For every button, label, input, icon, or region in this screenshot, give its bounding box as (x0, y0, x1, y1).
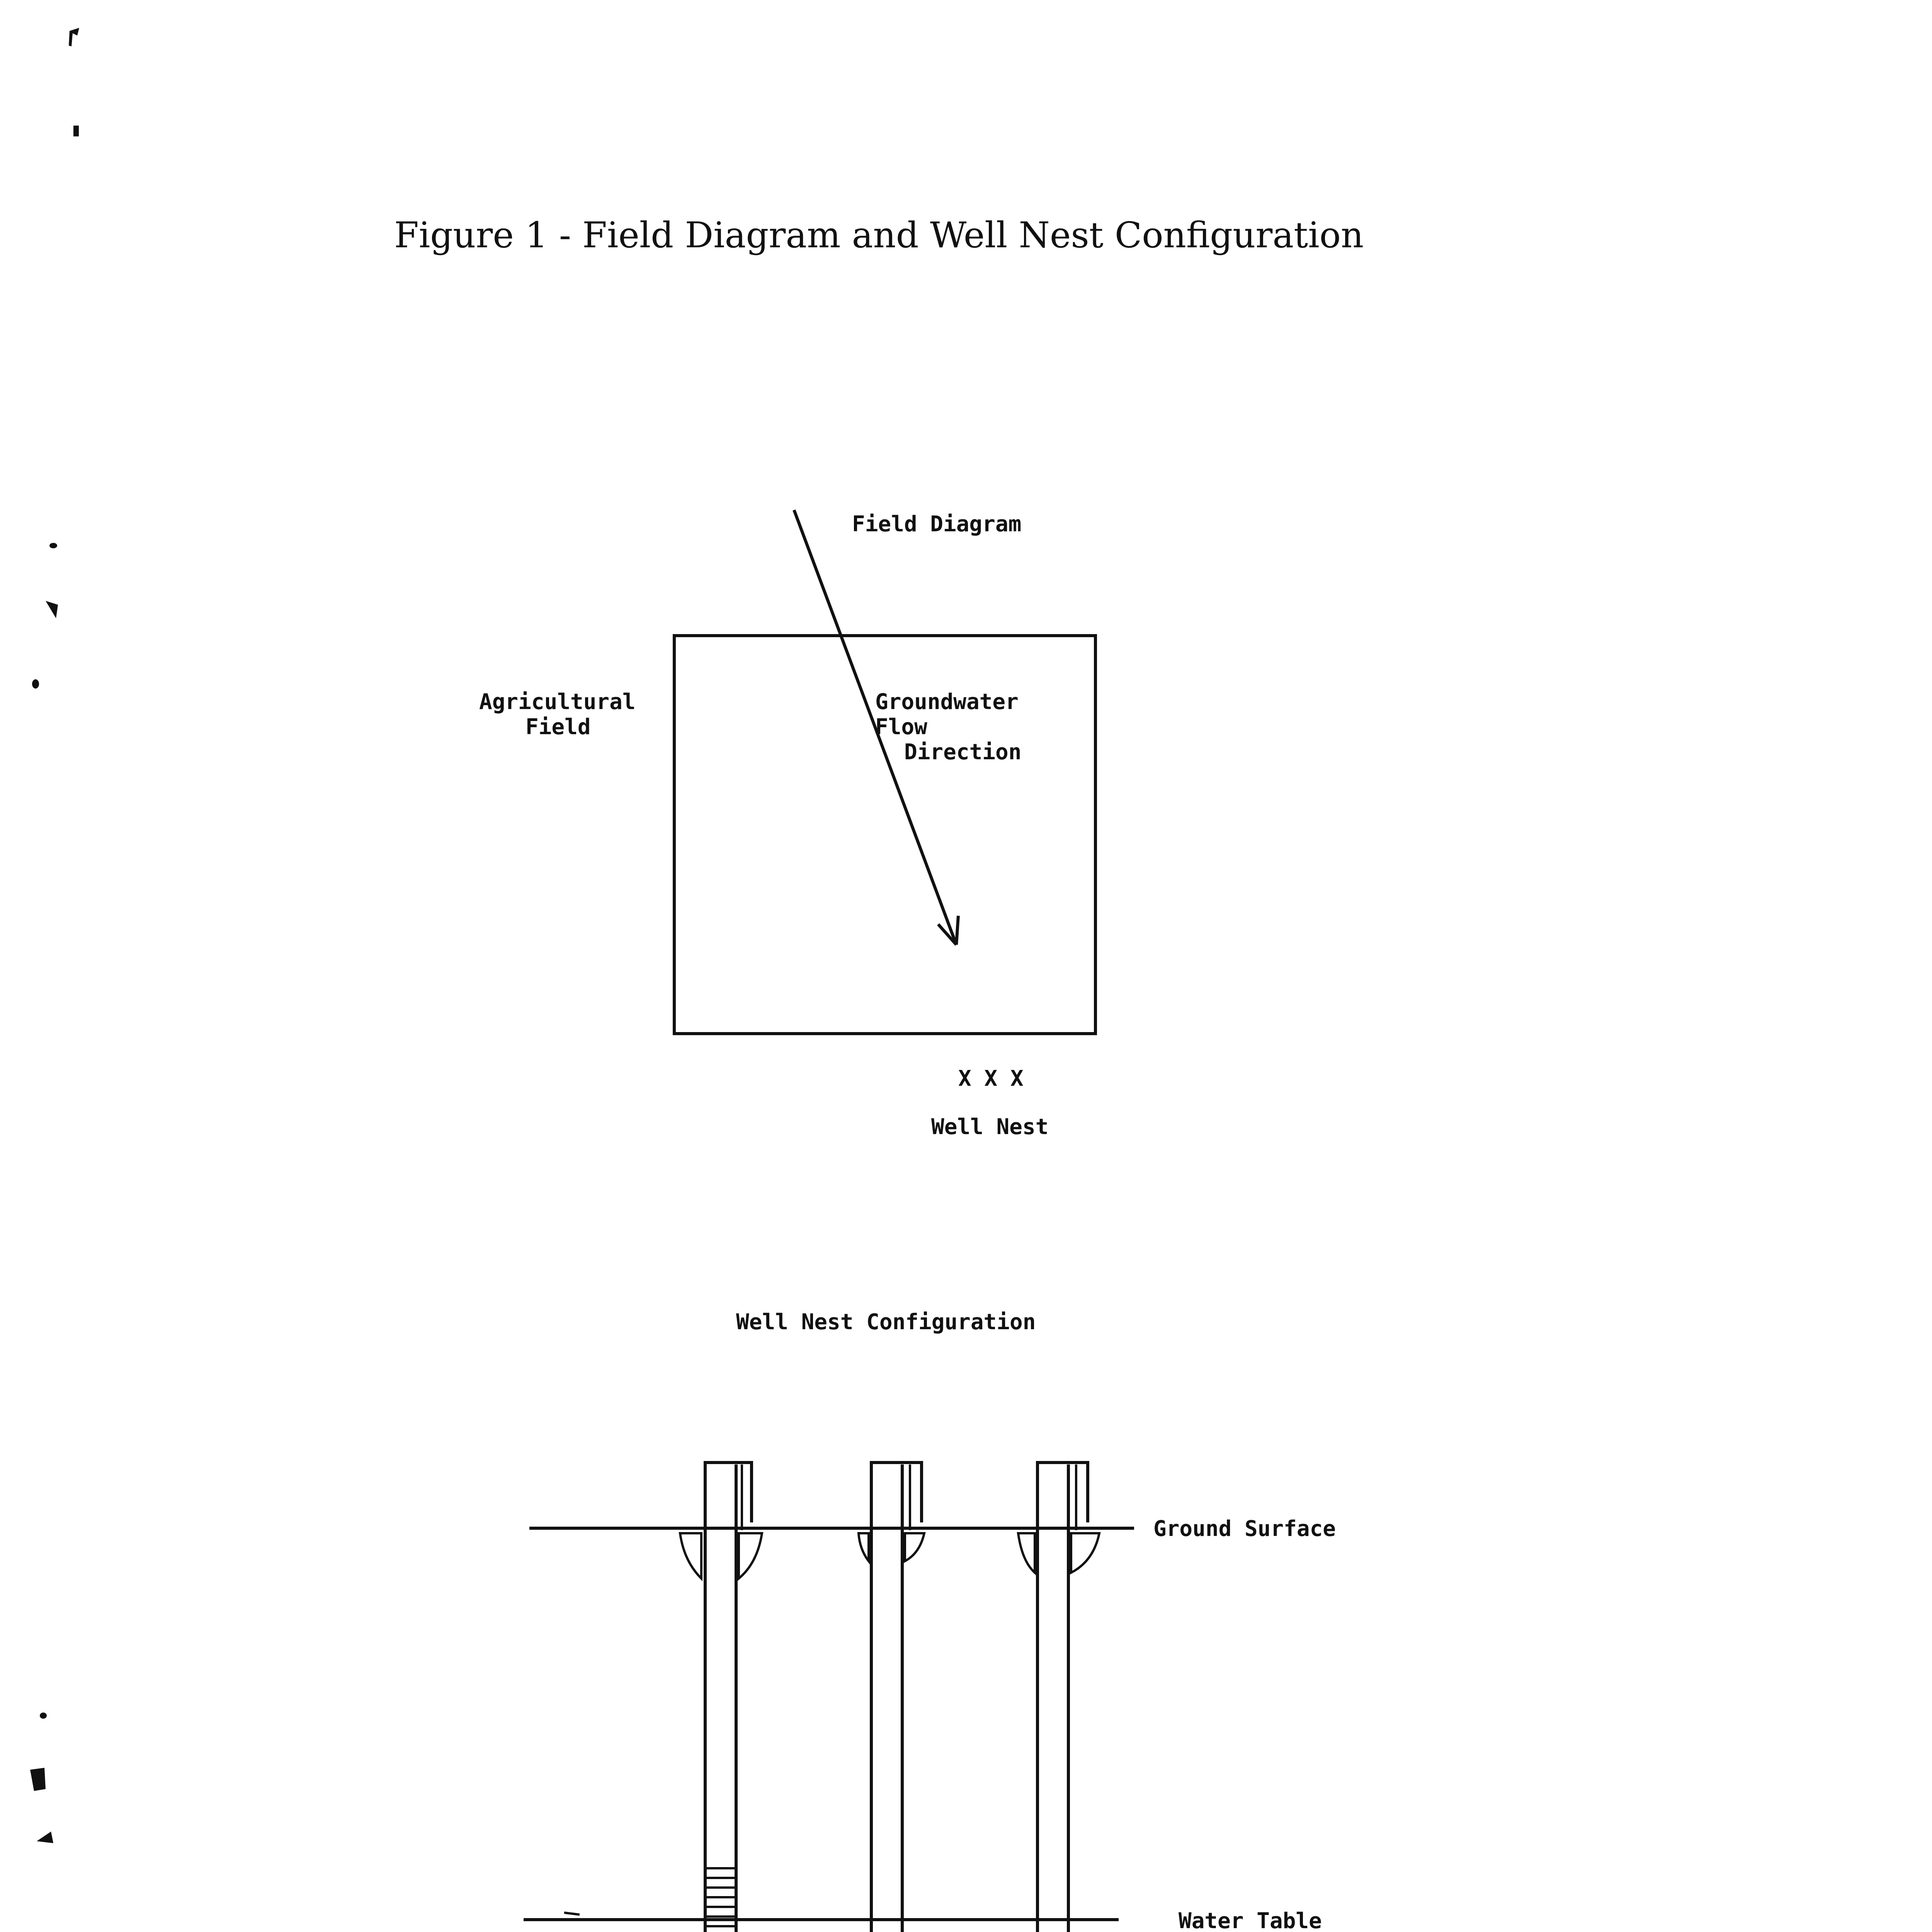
grout-seal-left (859, 1533, 869, 1561)
water-table-symbol (564, 1913, 580, 1915)
field-label-line1: Agricultural (479, 689, 636, 714)
flow-label-line3: Direction (904, 740, 1022, 765)
field-label-line2: Field (526, 714, 591, 740)
grout-seal-right (1071, 1533, 1099, 1573)
flow-label-line2: Flow (875, 714, 927, 740)
well-screen (705, 1868, 736, 1932)
scan-specks (30, 28, 79, 1843)
well-nest-marks: X X X (958, 1066, 1024, 1091)
grout-seal-right (905, 1533, 924, 1561)
water-table-label: Water Table (1179, 1908, 1322, 1932)
flow-label-line1: Groundwater (875, 689, 1019, 714)
figure-title: Figure 1 - Field Diagram and Well Nest Configuration (394, 214, 1364, 256)
well-shallow (680, 1463, 762, 1932)
field-diagram-title: Field Diagram (852, 512, 1022, 537)
well-middle (859, 1463, 924, 1932)
well-deep (1018, 1463, 1099, 1932)
grout-seal-left (680, 1533, 701, 1578)
grout-seal-left (1018, 1533, 1035, 1573)
grout-seal-right (739, 1533, 762, 1578)
well-nest-config-title: Well Nest Configuration (736, 1310, 1036, 1335)
well-nest-label: Well Nest (931, 1114, 1049, 1139)
ground-surface-label: Ground Surface (1153, 1516, 1336, 1541)
